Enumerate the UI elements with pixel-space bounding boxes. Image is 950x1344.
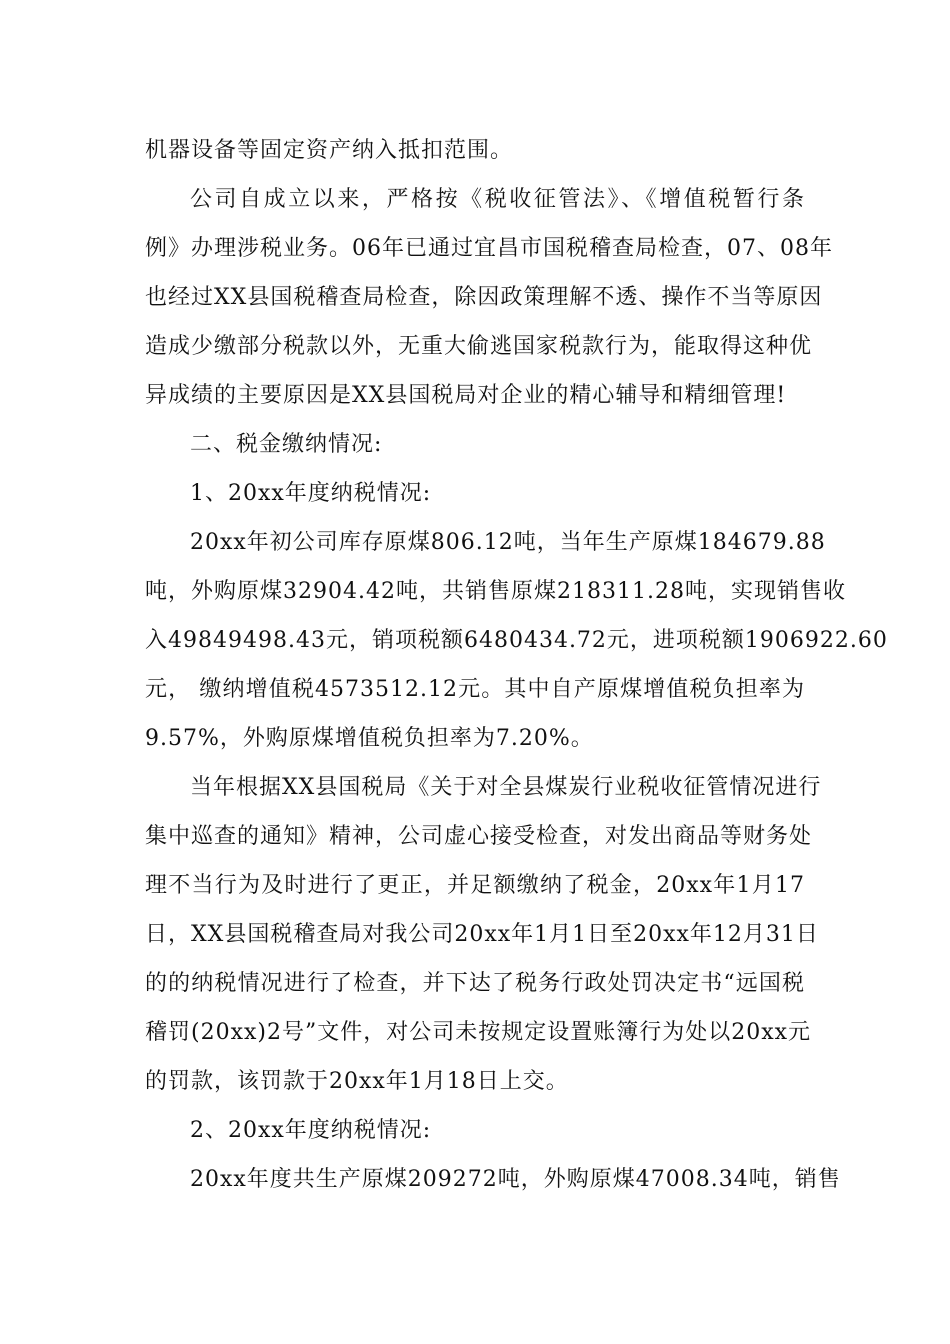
- subsection-heading: 2、20xx年度纳税情况:: [190, 1118, 432, 1143]
- text-line: 入49849498.43元，销项税额6480434.72元，进项税额1906922.60: [145, 628, 888, 653]
- text-line: 的的纳税情况进行了检查，并下达了税务行政处罚决定书“远国税: [145, 971, 805, 996]
- text-line: 异成绩的主要原因是XX县国税局对企业的精心辅导和精细管理!: [145, 383, 787, 408]
- paragraph-first-line: 公司自成立以来，严格按《税收征管法》、《增值税暂行条: [190, 187, 805, 212]
- text-line: 例》办理涉税业务。06年已通过宜昌市国税稽查局检查，07、08年: [145, 236, 833, 261]
- text-line: 集中巡查的通知》精神，公司虚心接受检查，对发出商品等财务处: [145, 824, 813, 849]
- text-line: 9.57%，外购原煤增值税负担率为7.20%。: [145, 726, 594, 751]
- paragraph-first-line: 20xx年度共生产原煤209272吨，外购原煤47008.34吨，销售: [190, 1167, 841, 1192]
- text-line: 吨，外购原煤32904.42吨，共销售原煤218311.28吨，实现销售收: [145, 579, 846, 604]
- text-line: 稽罚(20xx)2号”文件，对公司未按规定设置账簿行为处以20xx元: [145, 1020, 812, 1045]
- text-line: 元， 缴纳增值税4573512.12元。其中自产原煤增值税负担率为: [145, 677, 805, 702]
- text-line: 也经过XX县国税稽查局检查，除因政策理解不透、操作不当等原因: [145, 285, 823, 310]
- paragraph-first-line: 20xx年初公司库存原煤806.12吨，当年生产原煤184679.88: [190, 530, 826, 555]
- text-line: 机器设备等固定资产纳入抵扣范围。: [145, 138, 514, 163]
- paragraph-first-line: 当年根据XX县国税局《关于对全县煤炭行业税收征管情况进行: [190, 775, 822, 800]
- section-heading: 二、税金缴纳情况:: [190, 432, 383, 457]
- text-line: 理不当行为及时进行了更正，并足额缴纳了税金，20xx年1月17: [145, 873, 805, 898]
- subsection-heading: 1、20xx年度纳税情况:: [190, 481, 432, 506]
- text-line: 日，XX县国税稽查局对我公司20xx年1月1日至20xx年12月31日: [145, 922, 819, 947]
- text-line: 造成少缴部分税款以外，无重大偷逃国家税款行为，能取得这种优: [145, 334, 813, 359]
- text-line: 的罚款，该罚款于20xx年1月18日上交。: [145, 1069, 569, 1094]
